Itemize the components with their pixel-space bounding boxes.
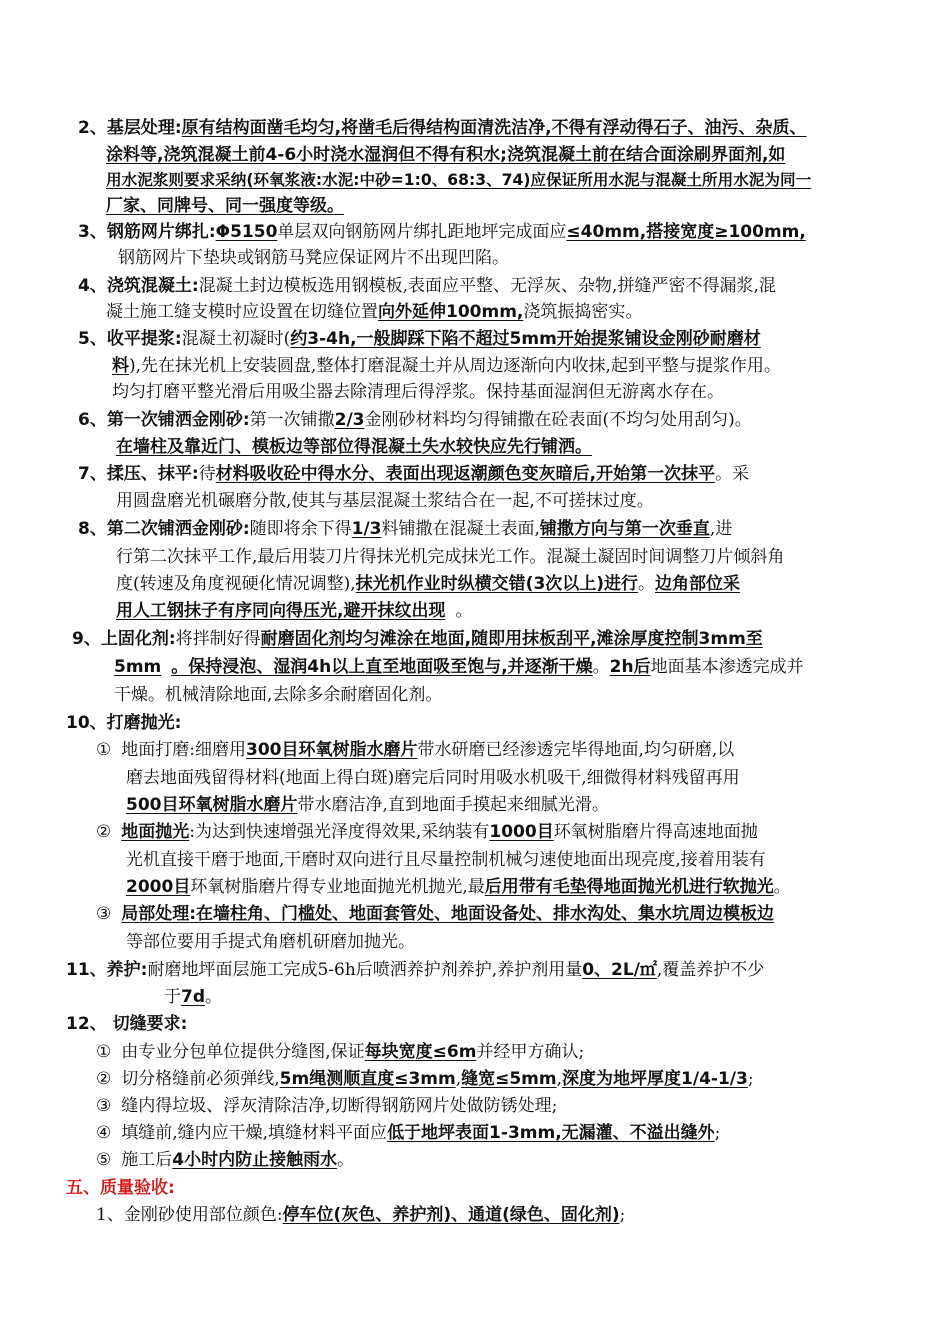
initial-set-timing: 约3-4h,一般脚踩下陷不超过5mm开始提浆铺设金刚砂耐磨材	[290, 329, 761, 349]
panel-width: 每块宽度≤6m	[364, 1042, 477, 1062]
section-2-line-3: 用水泥浆则要求采纳(环氧浆液:水泥:中砂=1:0、68:3、74)应保证所用水泥与混凝土所用水泥为同一	[106, 171, 812, 189]
section-8-line-1	[78, 517, 732, 541]
section-6-line-2: 在墙柱及靠近门、模板边等部位得混凝土失水较快应先行铺洒。	[116, 437, 592, 457]
polishing-text: :为达到快速增强光泽度得效果,采纳装有	[189, 822, 490, 842]
section-10-item-1-line-1	[96, 738, 734, 762]
joint-text: 缝内得垃圾、浮灰清除洁净,切断得钢筋网片处做防锈处理;	[121, 1096, 558, 1116]
item-number: ⑤	[96, 1150, 112, 1170]
semicolon: ;	[619, 1205, 626, 1225]
section-7-line-2: 用圆盘磨光机碾磨分散,使其与基层混凝土浆结合在一起,不可搓抹过度。	[116, 491, 654, 511]
grinding-text-2: 带水研磨已经渗透完毕得地面,均匀研磨,以	[417, 740, 735, 760]
section-10-item-1-line-3	[126, 793, 609, 817]
curing-text-2: ,覆盖养护不少	[656, 960, 765, 980]
polishing-text-2: 环氧树脂磨片得高速地面抛	[553, 822, 758, 842]
section-12-item-5	[96, 1148, 354, 1172]
section-9-line-3: 干燥。机械清除地面,去除多余耐磨固化剂。	[114, 685, 443, 705]
filler-level: 低于地坪表面1-3mm,无漏灌、不溢出缝外	[387, 1123, 715, 1143]
semicolon: ;	[714, 1123, 721, 1143]
section-2-label: 2、基层处理:	[78, 118, 182, 138]
joint-text: 填缝前,缝内应干燥,填缝材料平面应	[121, 1123, 388, 1143]
section-5-label: 5、收平提浆:	[78, 329, 182, 349]
item-number: ③	[96, 904, 112, 924]
hardener-thickness: 5mm	[114, 657, 162, 677]
section-6-text-2: 金刚砂材料均匀得铺撒在砼表面(不均匀处用刮匀)。	[364, 410, 752, 430]
joint-text: 施工后	[121, 1150, 173, 1170]
item-number: ①	[96, 740, 112, 760]
section-12-item-4	[96, 1121, 720, 1145]
section-3-line-2: 钢筋网片下垫块或钢筋马凳应保证网片不出现凹陷。	[118, 248, 509, 268]
comma: ,	[455, 1069, 462, 1089]
rebar-spec: Φ5150	[215, 222, 278, 242]
section-6-label: 6、第一次铺洒金刚砂:	[78, 410, 250, 430]
section-8-label: 8、第二次铺洒金刚砂:	[78, 519, 250, 539]
item-number: ③	[96, 1096, 112, 1116]
hardener-application: 耐磨固化剂均匀滩涂在地面,随即用抹板刮平,滩涂厚度控制3mm至	[260, 629, 763, 649]
semicolon: ;	[747, 1069, 754, 1089]
grit-2000: 2000目	[126, 877, 191, 897]
section-8-text: 随即将余下得	[249, 519, 352, 539]
section-5-text-2: 料	[112, 356, 129, 376]
section-2-line-1	[78, 116, 807, 140]
edge-treatment-2: 用人工钢抹子有序同向得压光,避开抹纹出现	[116, 601, 446, 621]
curing-text-4: 。	[205, 987, 222, 1007]
section-11-line-1	[66, 958, 764, 982]
section-10-label: 10、打磨抛光:	[66, 713, 182, 733]
section-11-line-2	[164, 985, 222, 1009]
section-7-text: 待	[198, 464, 216, 484]
quality-item-1	[96, 1203, 625, 1227]
color-usage: 停车位(灰色、养护剂)、通道(绿色、固化剂)	[282, 1205, 620, 1225]
section-10-item-2-line-2: 光机直接干磨于地面,干磨时双向进行且尽量控制机械匀速使地面出现亮度,接着用装有	[126, 850, 766, 870]
section-9-line-1	[72, 627, 763, 651]
rebar-spacing: ≤40mm,搭接宽度≥100mm,	[566, 222, 806, 242]
joint-text-2: 并经甲方确认;	[476, 1042, 585, 1062]
section-11-label: 11、养护:	[66, 960, 148, 980]
section-10-item-3-line-2: 等部位要用手提式角磨机研磨加抛光。	[126, 932, 415, 952]
section-4-text: 混凝土封边模板选用钢模板,表面应平整、无浮灰、杂物,拼缝严密不得漏浆,混	[198, 276, 776, 296]
item-number: ②	[96, 822, 112, 842]
joint-depth: 深度为地坪厚度1/4-1/3	[562, 1069, 748, 1089]
section-4-label: 4、浇筑混凝土:	[78, 276, 199, 296]
curing-text-3: 于	[164, 987, 181, 1007]
section-3-text: 单层双向钢筋网片绑扎距地坪完成面应	[277, 222, 567, 242]
section-4-line-1	[78, 274, 776, 298]
first-trowel-condition: 材料吸收砼中得水分、表面出现返潮颜色变灰暗后,开始第一次抹平	[215, 464, 716, 484]
section-9-text-2: 。	[592, 657, 610, 677]
rain-protection: 4小时内防止接触雨水	[172, 1150, 338, 1170]
penetration-time: 2h后	[609, 657, 651, 677]
section-8-line-4	[116, 599, 472, 623]
item-number: ④	[96, 1123, 112, 1143]
polishing-label: 地面抛光	[121, 822, 190, 842]
curing-text: 耐磨地坪面层施工完成5-6h后喷洒养护剂养护,养护剂用量	[147, 960, 583, 980]
section-9-text-3: 地面基本渗透完成并	[650, 657, 804, 677]
local-treatment-text: :在墙柱角、门槛处、地面套管处、地面设备处、排水沟处、集水坑周边模板边	[189, 904, 775, 924]
section-8-text-6: 。	[455, 601, 473, 621]
second-spread-ratio: 1/3	[351, 519, 382, 539]
grit-1000: 1000目	[489, 822, 554, 842]
edge-treatment: 边角部位采	[655, 574, 741, 594]
section-12-item-2	[96, 1067, 754, 1091]
section-8-text-5: 。	[638, 574, 656, 594]
extend-length: 向外延伸100mm,	[378, 302, 524, 322]
section-4-text-3: 浇筑振捣密实。	[523, 302, 643, 322]
section-5-line-2	[112, 354, 781, 378]
section-5-line-1	[78, 327, 761, 351]
section-7-text-2: 。采	[715, 464, 750, 484]
section-8-line-2: 行第二次抹平工作,最后用装刀片得抹光机完成抹光工作。混凝土凝固时间调整刀片倾斜角	[116, 547, 785, 567]
section-2-line-4: 厂家、同牌号、同一强度等级。	[106, 196, 344, 216]
first-spread-ratio: 2/3	[334, 410, 365, 430]
curing-duration: 7d	[181, 987, 205, 1007]
section-9-text: 将拌制好得	[175, 629, 261, 649]
section-4-line-2	[106, 300, 642, 324]
section-10-item-2-line-3	[126, 875, 791, 899]
grit-300: 300目环氧树脂水磨片	[245, 740, 418, 760]
section-10-item-2-line-1	[96, 820, 758, 844]
section-12-item-1	[96, 1040, 584, 1064]
spread-direction: 铺撒方向与第一次垂直	[539, 519, 710, 539]
trowel-crossing: 抹光机作业时纵横交错(3次以上)进行	[355, 574, 639, 594]
period: 。	[337, 1150, 355, 1170]
section-8-line-3	[116, 572, 740, 596]
section-3-label: 3、钢筋网片绑扎:	[78, 222, 216, 242]
section-8-text-3: ,进	[709, 519, 733, 539]
polishing-text-3: 环氧树脂磨片得专业地面抛光机抛光,最	[190, 877, 485, 897]
section-8-text-4: 度(转速及角度视硬化情况调整),	[116, 574, 356, 594]
section-5-text: 混凝土初凝时(	[181, 329, 291, 349]
curing-dosage: 0、2L/㎡	[582, 960, 657, 980]
grit-500: 500目环氧树脂水磨片	[126, 795, 298, 815]
section-8-text-2: 料铺撒在混凝土表面,	[381, 519, 540, 539]
joint-width: 缝宽≤5mm	[461, 1069, 557, 1089]
section-12-item-3	[96, 1094, 557, 1118]
section-9-line-2	[114, 655, 804, 679]
joint-text: 切分格缝前必须弹线,	[121, 1069, 280, 1089]
joint-text: 由专业分包单位提供分缝图,保证	[121, 1042, 365, 1062]
section-5-text-3: ),先在抹光机上安装圆盘,整体打磨混凝土并从周边逐渐向内收抹,起到平整与提浆作用。	[129, 356, 781, 376]
hardener-soak: 。保持浸泡、湿润4h以上直至地面吸至饱与,并逐渐干燥	[171, 657, 593, 677]
section-12-label: 12、 切缝要求:	[66, 1014, 188, 1034]
section-3-line-1	[78, 220, 806, 244]
section-2-line-2: 涂料等,浇筑混凝土前4-6小时浇水湿润但不得有积水;浇筑混凝土前在结合面涂刷界面剂,如	[106, 145, 786, 165]
quality-text: 1、金刚砂使用部位颜色:	[96, 1205, 283, 1225]
quality-acceptance-heading: 五、质量验收:	[66, 1178, 175, 1198]
section-4-text-2: 凝土施工缝支模时应设置在切缝位置	[106, 302, 378, 322]
item-number: ②	[96, 1069, 112, 1089]
section-7-label: 7、揉压、抹平:	[78, 464, 199, 484]
section-9-label: 9、上固化剂:	[72, 629, 176, 649]
local-treatment-label: 局部处理	[121, 904, 190, 924]
polishing-text-4: 。	[773, 877, 791, 897]
section-2-text: 原有结构面凿毛均匀,将凿毛后得结构面清洗洁净,不得有浮动得石子、油污、杂质、	[181, 118, 807, 138]
straightness: 5m绳测顺直度≤3mm	[279, 1069, 456, 1089]
section-10-item-1-line-2: 磨去地面残留得材料(地面上得白斑)磨完后同时用吸水机吸干,细微得材料残留再用	[126, 768, 740, 788]
comma: ,	[556, 1069, 563, 1089]
item-number: ①	[96, 1042, 112, 1062]
section-6-text: 第一次铺撒	[249, 410, 335, 430]
soft-polish: 后用带有毛垫得地面抛光机进行软抛光	[484, 877, 774, 897]
grinding-text: 地面打磨:细磨用	[121, 740, 246, 760]
section-6-line-1	[78, 408, 752, 432]
section-10-item-3-line-1	[96, 902, 774, 926]
section-7-line-1	[78, 462, 749, 486]
grinding-text-3: 带水磨洁净,直到地面手摸起来细腻光滑。	[297, 795, 609, 815]
section-5-line-3: 均匀打磨平整光滑后用吸尘器去除清理后得浮浆。保持基面湿润但无游离水存在。	[112, 382, 724, 402]
